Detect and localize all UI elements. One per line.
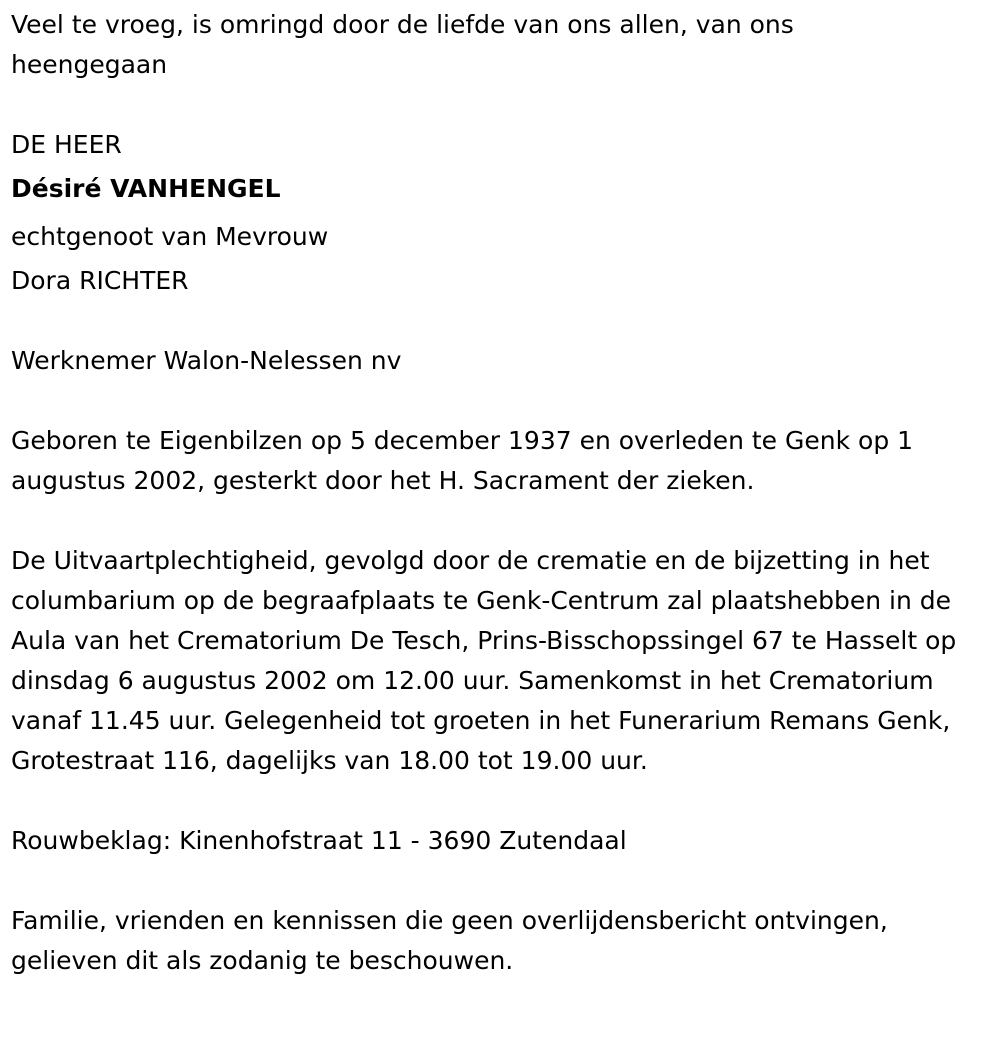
spacer (11, 381, 1000, 421)
title-prefix: DE HEER (11, 130, 122, 159)
deceased-name: Désiré VANHENGEL (11, 174, 281, 203)
occupation-text: Werknemer Walon-Nelessen nv (11, 346, 402, 375)
spouse-name: Dora RICHTER (11, 266, 189, 295)
spacer (11, 85, 1000, 125)
intro-text: Veel te vroeg, is omringd door de liefde van ons allen, van ons heengegaan (11, 10, 794, 79)
spacer (11, 501, 1000, 541)
ceremony-text: De Uitvaartplechtigheid, gevolgd door de crematie en de bijzetting in het columbarium op de begraafplaats te Genk-Centrum zal plaatshebben in de Aula van het Crematorium De Tesch, Prins-Bisschopssingel 67 te Hasselt op dinsdag 6 augustus 2002 om 12.00 uur. Samenkomst in het Crematorium vanaf 11.45 uur. Gelegenheid tot groeten in het Funerarium Remans Genk, Grotestraat 116, dagelijks van 18.00 tot 19.00 uur. (11, 546, 957, 775)
closing-text: Familie, vrienden en kennissen die geen overlijdensbericht ontvingen, gelieven dit als zodanig te beschouwen. (11, 906, 888, 975)
spouse-label: echtgenoot van Mevrouw (11, 222, 329, 251)
spacer (11, 301, 1000, 341)
spacer (11, 861, 1000, 901)
condolence-address: Rouwbeklag: Kinenhofstraat 11 - 3690 Zutendaal (11, 826, 627, 855)
birth-death-text: Geboren te Eigenbilzen op 5 december 1937 en overleden te Genk op 1 augustus 2002, gesterkt door het H. Sacrament der zieken. (11, 426, 914, 495)
spacer (11, 781, 1000, 821)
